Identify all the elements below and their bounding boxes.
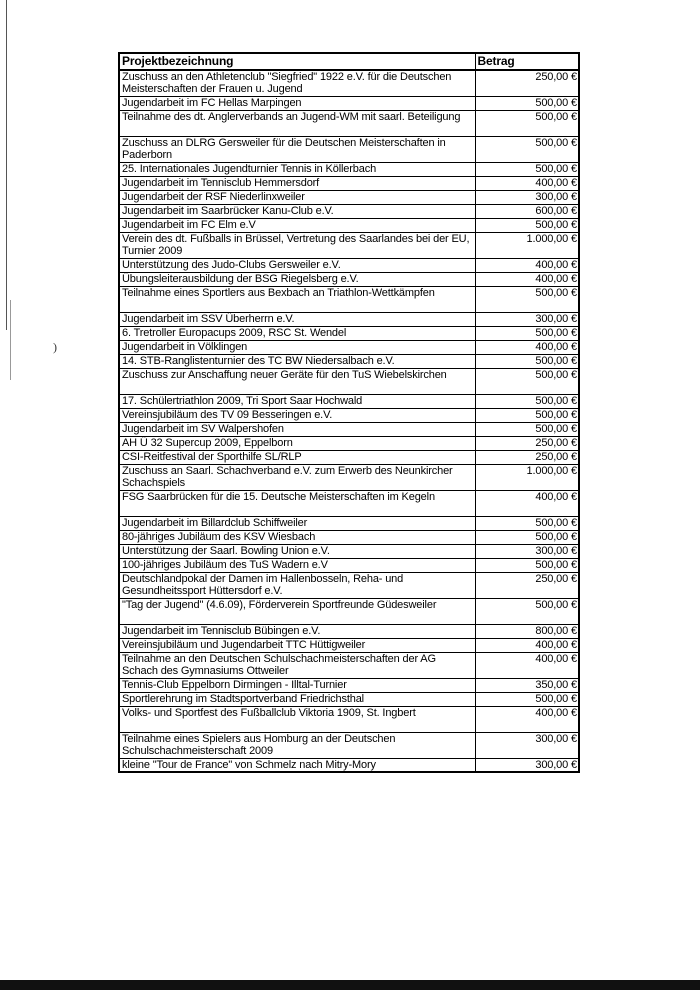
- amount-cell: 500,00 €: [475, 516, 579, 530]
- table-row: [119, 232, 579, 258]
- table-row: [119, 652, 579, 678]
- table-row: [119, 558, 579, 572]
- table-row: [119, 340, 579, 354]
- amount-cell: 500,00 €: [475, 326, 579, 340]
- project-column-header: Projektbezeichnung: [119, 53, 475, 70]
- project-name-cell: "Tag der Jugend" (4.6.09), Förderverein Sportfreunde Güdesweiler: [119, 598, 475, 624]
- amount-cell: 400,00 €: [475, 340, 579, 354]
- project-name-cell: Unterstützung des Judo-Clubs Gersweiler e.V.: [119, 258, 475, 272]
- table-row: [119, 516, 579, 530]
- table-row: [119, 450, 579, 464]
- table-row: [119, 368, 579, 394]
- project-name-cell: Teilnahme eines Spielers aus Homburg an der Deutschen Schulschachmeisterschaft 2009: [119, 732, 475, 758]
- project-name-cell: FSG Saarbrücken für die 15. Deutsche Meisterschaften im Kegeln: [119, 490, 475, 516]
- amount-cell: 500,00 €: [475, 598, 579, 624]
- amount-cell: 400,00 €: [475, 706, 579, 732]
- scan-edge-line: [6, 0, 7, 330]
- project-name-cell: Vereinsjubiläum des TV 09 Besseringen e.V.: [119, 408, 475, 422]
- table-row: [119, 70, 579, 96]
- project-name-cell: Jugendarbeit im SSV Überherrn e.V.: [119, 312, 475, 326]
- amount-cell: 400,00 €: [475, 272, 579, 286]
- project-name-cell: Übungsleiterausbildung der BSG Riegelsberg e.V.: [119, 272, 475, 286]
- amount-cell: 500,00 €: [475, 354, 579, 368]
- project-name-cell: Jugendarbeit im SV Walpershofen: [119, 422, 475, 436]
- amount-cell: 500,00 €: [475, 110, 579, 136]
- table-row: [119, 176, 579, 190]
- amount-cell: 500,00 €: [475, 136, 579, 162]
- table-row: [119, 638, 579, 652]
- table-row: [119, 572, 579, 598]
- table-row: [119, 162, 579, 176]
- amount-cell: 350,00 €: [475, 678, 579, 692]
- table-row: [119, 136, 579, 162]
- project-name-cell: kleine "Tour de France" von Schmelz nach Mitry-Mory: [119, 758, 475, 772]
- table-row: [119, 732, 579, 758]
- project-name-cell: 14. STB-Ranglistenturnier des TC BW Niedersalbach e.V.: [119, 354, 475, 368]
- amount-cell: 500,00 €: [475, 530, 579, 544]
- margin-mark: ): [53, 340, 57, 354]
- project-name-cell: Jugendarbeit im Saarbrücker Kanu-Club e.V.: [119, 204, 475, 218]
- project-name-cell: Teilnahme des dt. Anglerverbands an Jugend-WM mit saarl. Beteiligung: [119, 110, 475, 136]
- table-row: [119, 706, 579, 732]
- project-name-cell: Unterstützung der Saarl. Bowling Union e.V.: [119, 544, 475, 558]
- table-row: [119, 96, 579, 110]
- table-row: [119, 544, 579, 558]
- amount-cell: 1.000,00 €: [475, 464, 579, 490]
- table-row: [119, 312, 579, 326]
- amount-cell: 500,00 €: [475, 368, 579, 394]
- project-name-cell: Teilnahme eines Sportlers aus Bexbach an Triathlon-Wettkämpfen: [119, 286, 475, 312]
- amount-cell: 500,00 €: [475, 162, 579, 176]
- project-name-cell: Zuschuss zur Anschaffung neuer Geräte für den TuS Wiebelskirchen: [119, 368, 475, 394]
- amount-cell: 400,00 €: [475, 490, 579, 516]
- project-name-cell: Tennis-Club Eppelborn Dirmingen - Illtal-Turnier: [119, 678, 475, 692]
- table-row: [119, 394, 579, 408]
- table-row: [119, 692, 579, 706]
- amount-cell: 250,00 €: [475, 436, 579, 450]
- table-row: [119, 110, 579, 136]
- project-name-cell: Zuschuss an DLRG Gersweiler für die Deutschen Meisterschaften in Paderborn: [119, 136, 475, 162]
- table-row: [119, 326, 579, 340]
- project-name-cell: Volks- und Sportfest des Fußballclub Viktoria 1909, St. Ingbert: [119, 706, 475, 732]
- amount-cell: 400,00 €: [475, 258, 579, 272]
- table-row: [119, 354, 579, 368]
- project-name-cell: 100-jähriges Jubiläum des TuS Wadern e.V: [119, 558, 475, 572]
- table-row: [119, 530, 579, 544]
- funding-table: [118, 52, 580, 773]
- table-body: [119, 70, 579, 772]
- project-name-cell: Jugendarbeit im FC Hellas Marpingen: [119, 96, 475, 110]
- amount-cell: 500,00 €: [475, 692, 579, 706]
- project-name-cell: Teilnahme an den Deutschen Schulschachmeisterschaften der AG Schach des Gymnasiums Ottweiler: [119, 652, 475, 678]
- table-row: [119, 624, 579, 638]
- amount-column-header: Betrag: [475, 53, 579, 70]
- amount-cell: 500,00 €: [475, 558, 579, 572]
- amount-cell: 500,00 €: [475, 218, 579, 232]
- table-row: [119, 490, 579, 516]
- project-name-cell: Zuschuss an den Athletenclub "Siegfried" 1922 e.V. für die Deutschen Meisterschaften der Frauen u. Jugend: [119, 70, 475, 96]
- table-row: [119, 678, 579, 692]
- project-name-cell: Deutschlandpokal der Damen im Hallenbosseln, Reha- und Gesundheitssport Hüttersdorf e.V.: [119, 572, 475, 598]
- project-name-cell: Vereinsjubiläum und Jugendarbeit TTC Hüttigweiler: [119, 638, 475, 652]
- project-name-cell: Jugendarbeit im Billardclub Schiffweiler: [119, 516, 475, 530]
- table-row: [119, 408, 579, 422]
- amount-cell: 500,00 €: [475, 394, 579, 408]
- project-name-cell: CSI-Reitfestival der Sporthilfe SL/RLP: [119, 450, 475, 464]
- project-name-cell: Jugendarbeit im FC Elm e.V: [119, 218, 475, 232]
- amount-cell: 1.000,00 €: [475, 232, 579, 258]
- project-name-cell: Verein des dt. Fußballs in Brüssel, Vertretung des Saarlandes bei der EU, Turnier 2009: [119, 232, 475, 258]
- project-name-cell: Jugendarbeit in Völklingen: [119, 340, 475, 354]
- amount-cell: 500,00 €: [475, 286, 579, 312]
- table-row: [119, 286, 579, 312]
- amount-cell: 250,00 €: [475, 450, 579, 464]
- amount-cell: 300,00 €: [475, 312, 579, 326]
- project-name-cell: 25. Internationales Jugendturnier Tennis in Köllerbach: [119, 162, 475, 176]
- amount-cell: 800,00 €: [475, 624, 579, 638]
- amount-cell: 300,00 €: [475, 544, 579, 558]
- table-row: [119, 272, 579, 286]
- table-header-row: [119, 53, 579, 70]
- project-name-cell: 17. Schülertriathlon 2009, Tri Sport Saar Hochwald: [119, 394, 475, 408]
- amount-cell: 400,00 €: [475, 638, 579, 652]
- project-name-cell: 6. Tretroller Europacups 2009, RSC St. Wendel: [119, 326, 475, 340]
- project-name-cell: AH Ü 32 Supercup 2009, Eppelborn: [119, 436, 475, 450]
- table-row: [119, 464, 579, 490]
- project-name-cell: Sportlerehrung im Stadtsportverband Friedrichsthal: [119, 692, 475, 706]
- table-row: [119, 758, 579, 772]
- project-name-cell: Zuschuss an Saarl. Schachverband e.V. zum Erwerb des Neunkircher Schachspiels: [119, 464, 475, 490]
- table-row: [119, 436, 579, 450]
- amount-cell: 250,00 €: [475, 572, 579, 598]
- project-name-cell: Jugendarbeit im Tennisclub Hemmersdorf: [119, 176, 475, 190]
- project-name-cell: Jugendarbeit der RSF Niederlinxweiler: [119, 190, 475, 204]
- amount-cell: 500,00 €: [475, 408, 579, 422]
- amount-cell: 400,00 €: [475, 176, 579, 190]
- amount-cell: 300,00 €: [475, 732, 579, 758]
- project-name-cell: 80-jähriges Jubiläum des KSV Wiesbach: [119, 530, 475, 544]
- table-row: [119, 258, 579, 272]
- amount-cell: 400,00 €: [475, 652, 579, 678]
- table-row: [119, 218, 579, 232]
- scan-bottom-bar: [0, 980, 700, 990]
- amount-cell: 600,00 €: [475, 204, 579, 218]
- amount-cell: 250,00 €: [475, 70, 579, 96]
- amount-cell: 500,00 €: [475, 96, 579, 110]
- project-name-cell: Jugendarbeit im Tennisclub Bübingen e.V.: [119, 624, 475, 638]
- table-row: [119, 598, 579, 624]
- amount-cell: 300,00 €: [475, 190, 579, 204]
- scan-edge-line-secondary: [10, 300, 11, 380]
- amount-cell: 500,00 €: [475, 422, 579, 436]
- amount-cell: 300,00 €: [475, 758, 579, 772]
- table-row: [119, 204, 579, 218]
- table-row: [119, 422, 579, 436]
- table-row: [119, 190, 579, 204]
